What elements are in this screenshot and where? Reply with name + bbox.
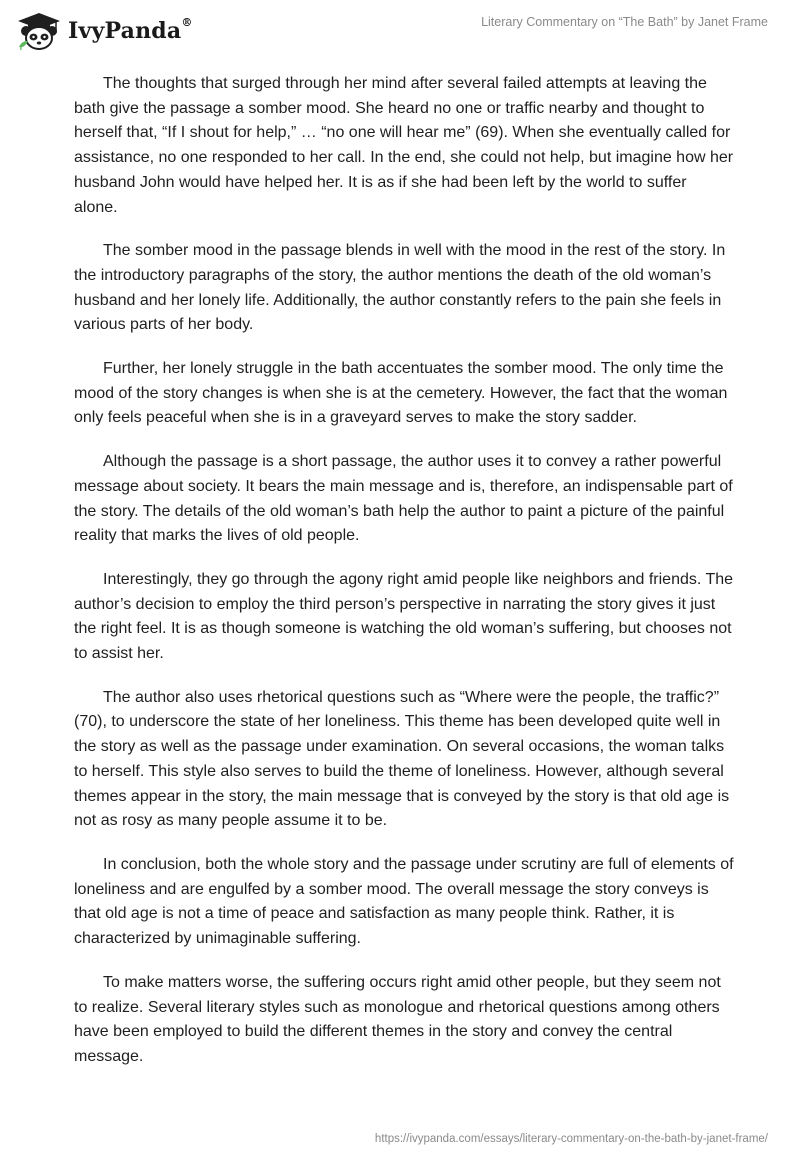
- registered-mark: ®: [181, 16, 193, 29]
- paragraph: The somber mood in the passage blends in well with the mood in the rest of the story. In the introductory paragraphs of the story, the author mentions the death of the old woman’s husband and her lonely life. Additionally, the author constantly refers to the pain she feels in various parts of her body.: [74, 242, 726, 334]
- essay-body: [74, 72, 734, 1089]
- paragraph: Interestingly, they go through the agony right amid people like neighbors and friends. The author’s decision to employ the third person’s perspective in narrating the story gives it just the right feel. It is as though someone is watching the old woman’s suffering, but chooses not to assist her.: [74, 570, 734, 663]
- paragraph: The author also uses rhetorical questions such as “Where were the people, the traffic?” (70), to underscore the state of her loneliness. This theme has been developed quite well in the story as well as the passage under examination. On several occasions, the woman talks to herself. This style also serves to build the theme of loneliness. However, although several themes appear in the story, the main message that is conveyed by the story is that old age is not as rosy as many people assume it to be.: [74, 688, 730, 830]
- panda-graduate-icon: [16, 11, 62, 51]
- document-title: Literary Commentary on “The Bath” by Janet Frame: [481, 15, 768, 29]
- page-header: [0, 0, 800, 60]
- ivypanda-logo[interactable]: [16, 9, 193, 53]
- paragraph: In conclusion, both the whole story and the passage under scrutiny are full of elements of loneliness and are engulfed by a somber mood. The overall message the story conveys is that old age is not a time of peace and satisfaction as many people think. Rather, it is characterized by unimaginable suffering.: [74, 855, 734, 948]
- brand-name: IvyPanda®: [68, 16, 193, 44]
- paragraph: Further, her lonely struggle in the bath accentuates the somber mood. The only time the mood of the story changes is when she is at the cemetery. However, the fact that the woman only feels peaceful when she is in a graveyard serves to make the story sadder.: [74, 360, 728, 427]
- paragraph: To make matters worse, the suffering occurs right amid other people, but they seem not to realize. Several literary styles such as monologue and rhetorical questions among others have been employed to build the different themes in the story and convey the central message.: [74, 973, 721, 1065]
- source-url[interactable]: https://ivypanda.com/essays/literary-commentary-on-the-bath-by-janet-frame/: [374, 1133, 768, 1145]
- paragraph: Although the passage is a short passage, the author uses it to convey a rather powerful message about society. It bears the main message and is, therefore, an indispensable part of the story. The details of the old woman’s bath help the author to paint a picture of the painful reality that marks the lives of old people.: [74, 453, 733, 545]
- paragraph: The thoughts that surged through her mind after several failed attempts at leaving the bath give the passage a somber mood. She heard no one or traffic nearby and thought to herself that, “If I shout for help,” … “no one will hear me” (69). When she eventually called for assistance, no one responded to her call. In the end, she could not help, but imagine how her husband John would have helped her. It is as if she had been left by the world to suffer alone.: [74, 75, 734, 216]
